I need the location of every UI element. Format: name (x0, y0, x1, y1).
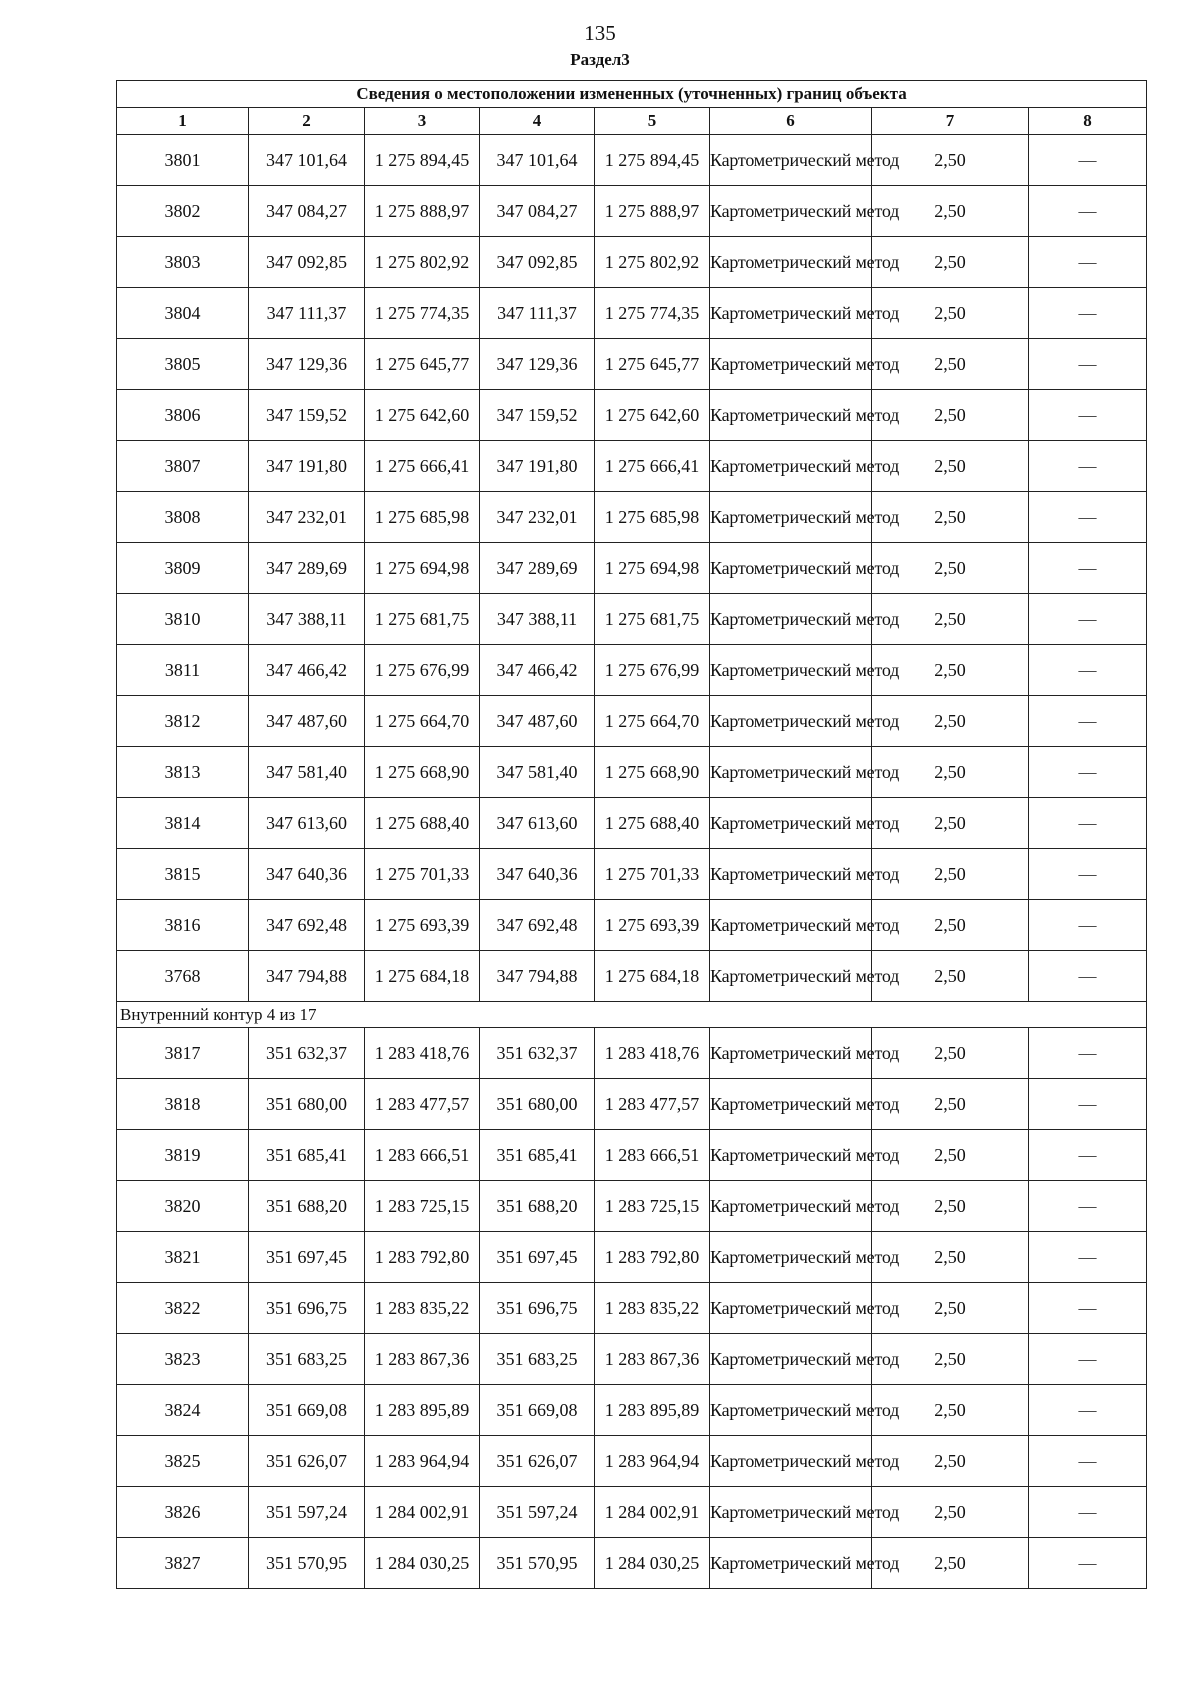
table-cell: 347 692,48 (249, 900, 365, 951)
table-cell: — (1029, 1232, 1147, 1283)
table-cell: Картометрический метод (710, 237, 872, 288)
table-cell: Картометрический метод (710, 492, 872, 543)
table-cell: 351 570,95 (480, 1538, 595, 1589)
table-cell: 351 685,41 (480, 1130, 595, 1181)
table-row (117, 339, 1147, 390)
table-cell: 351 632,37 (480, 1028, 595, 1079)
column-number-row (117, 108, 1147, 135)
table-cell: 347 388,11 (480, 594, 595, 645)
table-cell: — (1029, 645, 1147, 696)
table-cell: 2,50 (872, 849, 1029, 900)
table-cell: — (1029, 594, 1147, 645)
table-cell: Картометрический метод (710, 339, 872, 390)
table-cell: 351 688,20 (480, 1181, 595, 1232)
table-cell: Картометрический метод (710, 747, 872, 798)
table-cell: Картометрический метод (710, 288, 872, 339)
table-cell: 2,50 (872, 594, 1029, 645)
table-cell: 1 283 895,89 (595, 1385, 710, 1436)
table-cell: Картометрический метод (710, 900, 872, 951)
table-cell: Картометрический метод (710, 135, 872, 186)
table-cell: 351 683,25 (249, 1334, 365, 1385)
table-cell: 3811 (117, 645, 249, 696)
table-row (117, 543, 1147, 594)
column-header: 4 (480, 108, 595, 135)
table-cell: 3821 (117, 1232, 249, 1283)
table-row (117, 900, 1147, 951)
table-cell: 1 283 418,76 (365, 1028, 480, 1079)
table-cell: 351 597,24 (480, 1487, 595, 1538)
table-cell: 347 466,42 (480, 645, 595, 696)
table-cell: 1 275 681,75 (365, 594, 480, 645)
table-cell: 351 696,75 (249, 1283, 365, 1334)
table-cell: 3815 (117, 849, 249, 900)
table-cell: — (1029, 1079, 1147, 1130)
contour-label: Внутренний контур 4 из 17 (117, 1002, 1147, 1028)
table-cell: Картометрический метод (710, 798, 872, 849)
table-cell: 351 680,00 (480, 1079, 595, 1130)
table-cell: — (1029, 1130, 1147, 1181)
table-cell: 347 191,80 (249, 441, 365, 492)
table-cell: — (1029, 1385, 1147, 1436)
table-cell: 1 275 668,90 (595, 747, 710, 798)
table-cell: Картометрический метод (710, 1283, 872, 1334)
table-cell: 1 275 894,45 (595, 135, 710, 186)
table-cell: 347 191,80 (480, 441, 595, 492)
table-cell: 1 275 774,35 (595, 288, 710, 339)
table-cell: 3768 (117, 951, 249, 1002)
table-cell: 351 688,20 (249, 1181, 365, 1232)
table-cell: 3817 (117, 1028, 249, 1079)
table-cell: 347 092,85 (480, 237, 595, 288)
column-header: 8 (1029, 108, 1147, 135)
table-cell: 2,50 (872, 1436, 1029, 1487)
table-cell: 347 692,48 (480, 900, 595, 951)
table-cell: 3807 (117, 441, 249, 492)
table-row (117, 696, 1147, 747)
table-cell: Картометрический метод (710, 1436, 872, 1487)
table-cell: 351 669,08 (480, 1385, 595, 1436)
table-cell: Картометрический метод (710, 1334, 872, 1385)
table-cell: 351 632,37 (249, 1028, 365, 1079)
table-cell: 347 129,36 (249, 339, 365, 390)
table-cell: 1 283 725,15 (595, 1181, 710, 1232)
table-row (117, 288, 1147, 339)
table-cell: 1 275 774,35 (365, 288, 480, 339)
table-cell: 3804 (117, 288, 249, 339)
table-cell: 1 283 792,80 (365, 1232, 480, 1283)
table-cell: — (1029, 1487, 1147, 1538)
table-row (117, 1079, 1147, 1130)
table-cell: 347 159,52 (249, 390, 365, 441)
table-cell: Картометрический метод (710, 1487, 872, 1538)
table-cell: — (1029, 492, 1147, 543)
table-cell: 1 275 888,97 (595, 186, 710, 237)
table-row (117, 1130, 1147, 1181)
table-cell: 347 794,88 (249, 951, 365, 1002)
table-cell: 2,50 (872, 492, 1029, 543)
table-cell: — (1029, 1538, 1147, 1589)
table-cell: 2,50 (872, 1334, 1029, 1385)
table-cell: 1 275 664,70 (365, 696, 480, 747)
table-cell: 1 283 725,15 (365, 1181, 480, 1232)
table-cell: 3808 (117, 492, 249, 543)
table-cell: 2,50 (872, 339, 1029, 390)
table-cell: — (1029, 441, 1147, 492)
table-cell: 347 581,40 (249, 747, 365, 798)
table-cell: 1 284 002,91 (365, 1487, 480, 1538)
table-row (117, 186, 1147, 237)
table-row (117, 594, 1147, 645)
table-cell: 2,50 (872, 135, 1029, 186)
table-row (117, 1334, 1147, 1385)
table-cell: — (1029, 747, 1147, 798)
table-cell: 2,50 (872, 900, 1029, 951)
table-cell: 1 275 693,39 (595, 900, 710, 951)
table-cell: 1 275 681,75 (595, 594, 710, 645)
table-caption: Сведения о местоположении измененных (уточненных) границ объекта (117, 81, 1147, 108)
table-cell: 3826 (117, 1487, 249, 1538)
table-cell: 347 111,37 (249, 288, 365, 339)
table-cell: 3813 (117, 747, 249, 798)
table-cell: 1 275 684,18 (365, 951, 480, 1002)
table-row (117, 492, 1147, 543)
table-cell: 3814 (117, 798, 249, 849)
table-cell: — (1029, 1334, 1147, 1385)
page-number: 135 (584, 21, 616, 45)
table-cell: 347 487,60 (249, 696, 365, 747)
table-cell: 1 275 684,18 (595, 951, 710, 1002)
table-cell: 347 640,36 (249, 849, 365, 900)
table-cell: 3812 (117, 696, 249, 747)
table-cell: 1 275 642,60 (365, 390, 480, 441)
table-cell: 351 626,07 (480, 1436, 595, 1487)
table-cell: — (1029, 543, 1147, 594)
column-header: 2 (249, 108, 365, 135)
table-cell: 1 283 964,94 (365, 1436, 480, 1487)
table-cell: 347 092,85 (249, 237, 365, 288)
table-cell: 1 275 688,40 (365, 798, 480, 849)
table-cell: — (1029, 1028, 1147, 1079)
table-cell: 347 129,36 (480, 339, 595, 390)
table-cell: 3824 (117, 1385, 249, 1436)
table-cell: 2,50 (872, 288, 1029, 339)
table-cell: — (1029, 237, 1147, 288)
table-cell: 1 283 477,57 (595, 1079, 710, 1130)
table-cell: Картометрический метод (710, 951, 872, 1002)
table-cell: 1 284 030,25 (365, 1538, 480, 1589)
column-header: 5 (595, 108, 710, 135)
table-cell: 1 283 964,94 (595, 1436, 710, 1487)
table-cell: 2,50 (872, 951, 1029, 1002)
table-cell: 1 275 694,98 (595, 543, 710, 594)
table-cell: 3825 (117, 1436, 249, 1487)
table-cell: 2,50 (872, 1538, 1029, 1589)
table-cell: — (1029, 390, 1147, 441)
table-cell: 351 669,08 (249, 1385, 365, 1436)
table-cell: 2,50 (872, 1232, 1029, 1283)
table-cell: 2,50 (872, 237, 1029, 288)
table-cell: 2,50 (872, 696, 1029, 747)
table-cell: 2,50 (872, 543, 1029, 594)
table-cell: 347 232,01 (249, 492, 365, 543)
table-cell: 351 683,25 (480, 1334, 595, 1385)
table-row (117, 747, 1147, 798)
table-cell: 347 388,11 (249, 594, 365, 645)
table-cell: 347 487,60 (480, 696, 595, 747)
table-cell: 2,50 (872, 645, 1029, 696)
table-cell: 347 289,69 (480, 543, 595, 594)
table-cell: 1 275 668,90 (365, 747, 480, 798)
table-row (117, 1487, 1147, 1538)
table-cell: 3801 (117, 135, 249, 186)
table-cell: 3822 (117, 1283, 249, 1334)
table-row (117, 1436, 1147, 1487)
table-cell: — (1029, 798, 1147, 849)
table-row (117, 798, 1147, 849)
table-cell: 3816 (117, 900, 249, 951)
table-cell: — (1029, 339, 1147, 390)
table-cell: 1 275 645,77 (595, 339, 710, 390)
table-cell: 1 275 676,99 (365, 645, 480, 696)
table-cell: 3810 (117, 594, 249, 645)
table-cell: 347 101,64 (249, 135, 365, 186)
table-cell: Картометрический метод (710, 1232, 872, 1283)
table-cell: — (1029, 951, 1147, 1002)
table-row (117, 1283, 1147, 1334)
table-cell: 3823 (117, 1334, 249, 1385)
table-cell: 347 613,60 (480, 798, 595, 849)
table-cell: 347 111,37 (480, 288, 595, 339)
table-cell: 351 696,75 (480, 1283, 595, 1334)
coordinates-table (116, 80, 1147, 1589)
table-cell: 1 275 688,40 (595, 798, 710, 849)
table-cell: 3820 (117, 1181, 249, 1232)
table-cell: Картометрический метод (710, 1130, 872, 1181)
table-cell: 1 283 418,76 (595, 1028, 710, 1079)
table-cell: Картометрический метод (710, 849, 872, 900)
table-row (117, 645, 1147, 696)
table-cell: 2,50 (872, 390, 1029, 441)
table-cell: Картометрический метод (710, 543, 872, 594)
table-cell: 1 275 676,99 (595, 645, 710, 696)
table-cell: 1 284 002,91 (595, 1487, 710, 1538)
table-cell: 1 275 802,92 (365, 237, 480, 288)
table-cell: 1 275 894,45 (365, 135, 480, 186)
table-body (117, 135, 1147, 1589)
table-cell: Картометрический метод (710, 390, 872, 441)
table-cell: — (1029, 900, 1147, 951)
table-row (117, 1028, 1147, 1079)
table-cell: 1 275 888,97 (365, 186, 480, 237)
table-row (117, 135, 1147, 186)
table-cell: Картометрический метод (710, 1028, 872, 1079)
table-cell: 347 613,60 (249, 798, 365, 849)
table-cell: — (1029, 186, 1147, 237)
table-cell: 2,50 (872, 747, 1029, 798)
contour-label-row (117, 1002, 1147, 1028)
table-cell: Картометрический метод (710, 1079, 872, 1130)
table-cell: Картометрический метод (710, 1538, 872, 1589)
table-cell: — (1029, 1283, 1147, 1334)
table-cell: 2,50 (872, 1079, 1029, 1130)
table-cell: Картометрический метод (710, 441, 872, 492)
table-cell: 1 275 642,60 (595, 390, 710, 441)
table-cell: Картометрический метод (710, 1385, 872, 1436)
table-row (117, 951, 1147, 1002)
table-cell: 3819 (117, 1130, 249, 1181)
table-cell: 347 084,27 (249, 186, 365, 237)
table-cell: 2,50 (872, 1130, 1029, 1181)
table-cell: 1 283 835,22 (595, 1283, 710, 1334)
table-cell: 1 284 030,25 (595, 1538, 710, 1589)
table-cell: 1 275 685,98 (595, 492, 710, 543)
table-cell: 2,50 (872, 1181, 1029, 1232)
table-cell: 347 159,52 (480, 390, 595, 441)
column-header: 3 (365, 108, 480, 135)
table-cell: Картометрический метод (710, 1181, 872, 1232)
table-cell: 1 283 895,89 (365, 1385, 480, 1436)
table-cell: 3802 (117, 186, 249, 237)
table-cell: — (1029, 135, 1147, 186)
table-cell: 2,50 (872, 798, 1029, 849)
table-cell: 2,50 (872, 1283, 1029, 1334)
table-cell: 2,50 (872, 1487, 1029, 1538)
table-cell: — (1029, 288, 1147, 339)
column-header: 6 (710, 108, 872, 135)
column-header: 1 (117, 108, 249, 135)
column-header: 7 (872, 108, 1029, 135)
table-row (117, 390, 1147, 441)
table-cell: 1 275 701,33 (365, 849, 480, 900)
table-cell: 3805 (117, 339, 249, 390)
table-cell: 1 283 477,57 (365, 1079, 480, 1130)
table-cell: 3806 (117, 390, 249, 441)
table-cell: 1 283 666,51 (365, 1130, 480, 1181)
table-cell: 351 597,24 (249, 1487, 365, 1538)
table-cell: 3803 (117, 237, 249, 288)
table-cell: — (1029, 696, 1147, 747)
table-cell: 347 084,27 (480, 186, 595, 237)
table-cell: 1 275 802,92 (595, 237, 710, 288)
table-cell: 1 275 666,41 (595, 441, 710, 492)
table-row (117, 441, 1147, 492)
table-cell: 347 232,01 (480, 492, 595, 543)
table-cell: 1 283 867,36 (365, 1334, 480, 1385)
table-cell: — (1029, 1436, 1147, 1487)
table-cell: 347 466,42 (249, 645, 365, 696)
table-cell: 347 794,88 (480, 951, 595, 1002)
table-cell: 1 275 645,77 (365, 339, 480, 390)
table-cell: 1 275 685,98 (365, 492, 480, 543)
table-cell: 1 275 701,33 (595, 849, 710, 900)
table-cell: — (1029, 1181, 1147, 1232)
table-cell: 347 101,64 (480, 135, 595, 186)
table-cell: 1 275 666,41 (365, 441, 480, 492)
table-cell: 1 283 666,51 (595, 1130, 710, 1181)
table-cell: 1 275 694,98 (365, 543, 480, 594)
table-row (117, 849, 1147, 900)
table-cell: 351 685,41 (249, 1130, 365, 1181)
table-cell: 1 283 792,80 (595, 1232, 710, 1283)
table-cell: Картометрический метод (710, 186, 872, 237)
table-row (117, 1232, 1147, 1283)
table-cell: Картометрический метод (710, 594, 872, 645)
table-cell: 1 283 867,36 (595, 1334, 710, 1385)
table-cell: 1 275 693,39 (365, 900, 480, 951)
table-cell: 347 289,69 (249, 543, 365, 594)
table-cell: Картометрический метод (710, 645, 872, 696)
table-cell: 347 640,36 (480, 849, 595, 900)
table-cell: 2,50 (872, 441, 1029, 492)
table-row (117, 1538, 1147, 1589)
table-cell: 351 680,00 (249, 1079, 365, 1130)
table-row (117, 1385, 1147, 1436)
table-cell: 3818 (117, 1079, 249, 1130)
section-title: Раздел3 (570, 50, 630, 69)
table-cell: 2,50 (872, 1028, 1029, 1079)
table-cell: 351 697,45 (480, 1232, 595, 1283)
table-cell: 351 697,45 (249, 1232, 365, 1283)
table-row (117, 1181, 1147, 1232)
table-cell: 1 283 835,22 (365, 1283, 480, 1334)
table-row (117, 237, 1147, 288)
table-cell: 2,50 (872, 1385, 1029, 1436)
table-cell: 347 581,40 (480, 747, 595, 798)
table-cell: 3809 (117, 543, 249, 594)
table-cell: 351 626,07 (249, 1436, 365, 1487)
table-cell: 3827 (117, 1538, 249, 1589)
table-cell: Картометрический метод (710, 696, 872, 747)
table-cell: 351 570,95 (249, 1538, 365, 1589)
table-cell: 2,50 (872, 186, 1029, 237)
table-cell: — (1029, 849, 1147, 900)
table-cell: 1 275 664,70 (595, 696, 710, 747)
